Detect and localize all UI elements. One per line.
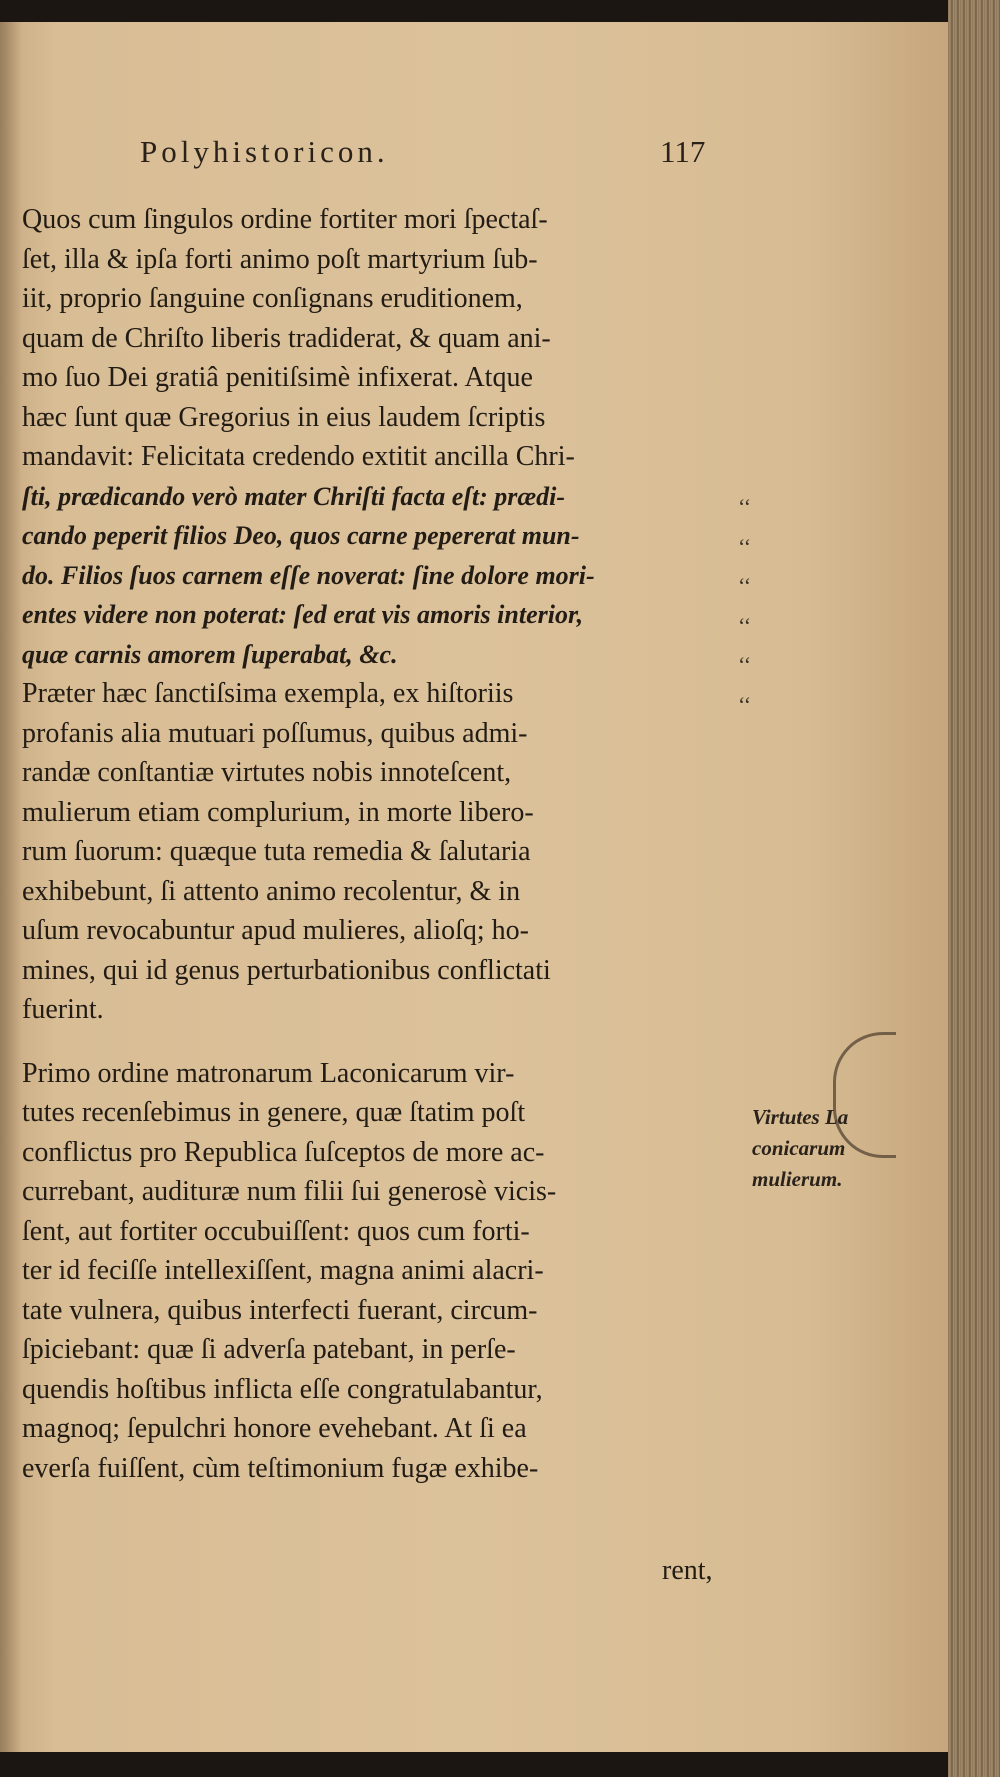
text-line: ſpiciebant: quæ ſi adverſa patebant, in perſe- xyxy=(22,1334,516,1365)
text-line: randæ conſtantiæ virtutes nobis innoteſcent, xyxy=(22,757,512,788)
text-line: Primo ordine matronarum Laconicarum vir- xyxy=(22,1057,515,1089)
text-line: currebant, audituræ num filii ſui generosè vicis- xyxy=(22,1176,557,1207)
text-line: mo ſuo Dei gratiâ penitiſsimè infixerat. Atque xyxy=(22,362,533,393)
quote-mark: ‘‘ xyxy=(738,533,752,559)
text-line: ſet, illa & ipſa forti animo poſt martyrium ſub- xyxy=(22,243,538,275)
text-line: fuerint. xyxy=(22,994,104,1025)
gutter-shadow xyxy=(0,22,22,1752)
text-line: Quos cum ſingulos ordine fortiter mori ſpectaſ- xyxy=(22,204,548,235)
quote-line: cando peperit filios Deo, quos carne pepererat mun- xyxy=(22,521,580,550)
quote-mark: ‘‘ xyxy=(738,573,752,598)
quote-mark: ‘‘ xyxy=(738,612,752,638)
text-line: mines, qui id genus perturbationibus conflictati xyxy=(22,954,551,986)
text-line: ſent, aut fortiter occubuiſſent: quos cum forti- xyxy=(22,1215,530,1247)
catchword: rent, xyxy=(662,1555,713,1586)
text-line: uſum revocabuntur apud mulieres, alioſq; ho- xyxy=(22,915,529,946)
text-line: everſa fuiſſent, cùm teſtimonium fugæ exhibe- xyxy=(22,1452,539,1484)
text-line: tate vulnera, quibus interfecti fuerant, circum- xyxy=(22,1294,538,1326)
quote-mark: ‘‘ xyxy=(738,691,752,717)
quotation-marks-column xyxy=(738,487,768,724)
quote-line: quæ carnis amorem ſuperabat, &c. xyxy=(22,639,398,669)
page-edges xyxy=(948,0,1000,1777)
running-title: Polyhistoricon. xyxy=(140,134,389,169)
quote-line: do. Filios ſuos carnem eſſe noverat: ſine dolore mori- xyxy=(22,560,595,590)
text-line: Præter hæc ſanctiſsima exempla, ex hiſtoriis xyxy=(22,678,514,709)
text-line: magnoq; ſepulchri honore evehebant. At ſi ea xyxy=(22,1413,527,1444)
marginal-note-line: Virtutes La xyxy=(752,1105,849,1129)
text-line: conflictus pro Republica ſuſceptos de more ac- xyxy=(22,1136,545,1168)
marginal-note-line: conicarum xyxy=(752,1136,846,1160)
body-text xyxy=(22,200,742,1488)
text-line: iit, proprio ſanguine conſignans eruditionem, xyxy=(22,283,523,314)
text-line: exhibebunt, ſi attento animo recolentur, & in xyxy=(22,875,521,907)
text-line: quendis hoſtibus inflicta eſſe congratulabantur, xyxy=(22,1373,543,1405)
marginal-note-line: mulierum. xyxy=(752,1167,843,1191)
text-line: tutes recenſebimus in genere, quæ ſtatim poſt xyxy=(22,1097,526,1128)
running-head xyxy=(140,134,740,184)
text-line: rum ſuorum: quæque tuta remedia & ſalutaria xyxy=(22,836,531,867)
text-line: ter id feciſſe intellexiſſent, magna animi alacri- xyxy=(22,1255,544,1286)
text-line: mandavit: Felicitata credendo extitit ancilla Chri- xyxy=(22,441,575,472)
text-line: profanis alia mutuari poſſumus, quibus admi- xyxy=(22,717,528,749)
quote-mark: ‘‘ xyxy=(738,652,752,677)
quote-mark: ‘‘ xyxy=(738,494,752,519)
quote-line: entes videre non poterat: ſed erat vis amoris interior, xyxy=(22,600,584,629)
text-line: hæc ſunt quæ Gregorius in eius laudem ſcriptis xyxy=(22,401,546,433)
book-page xyxy=(0,22,948,1752)
quote-line: ſti, prædicando verò mater Chriſti facta eſt: prædi- xyxy=(22,481,566,511)
page-number: 117 xyxy=(660,134,706,169)
text-line: quam de Chriſto liberis tradiderat, & quam ani- xyxy=(22,322,551,354)
text-line: mulierum etiam complurium, in morte libero- xyxy=(22,796,534,828)
